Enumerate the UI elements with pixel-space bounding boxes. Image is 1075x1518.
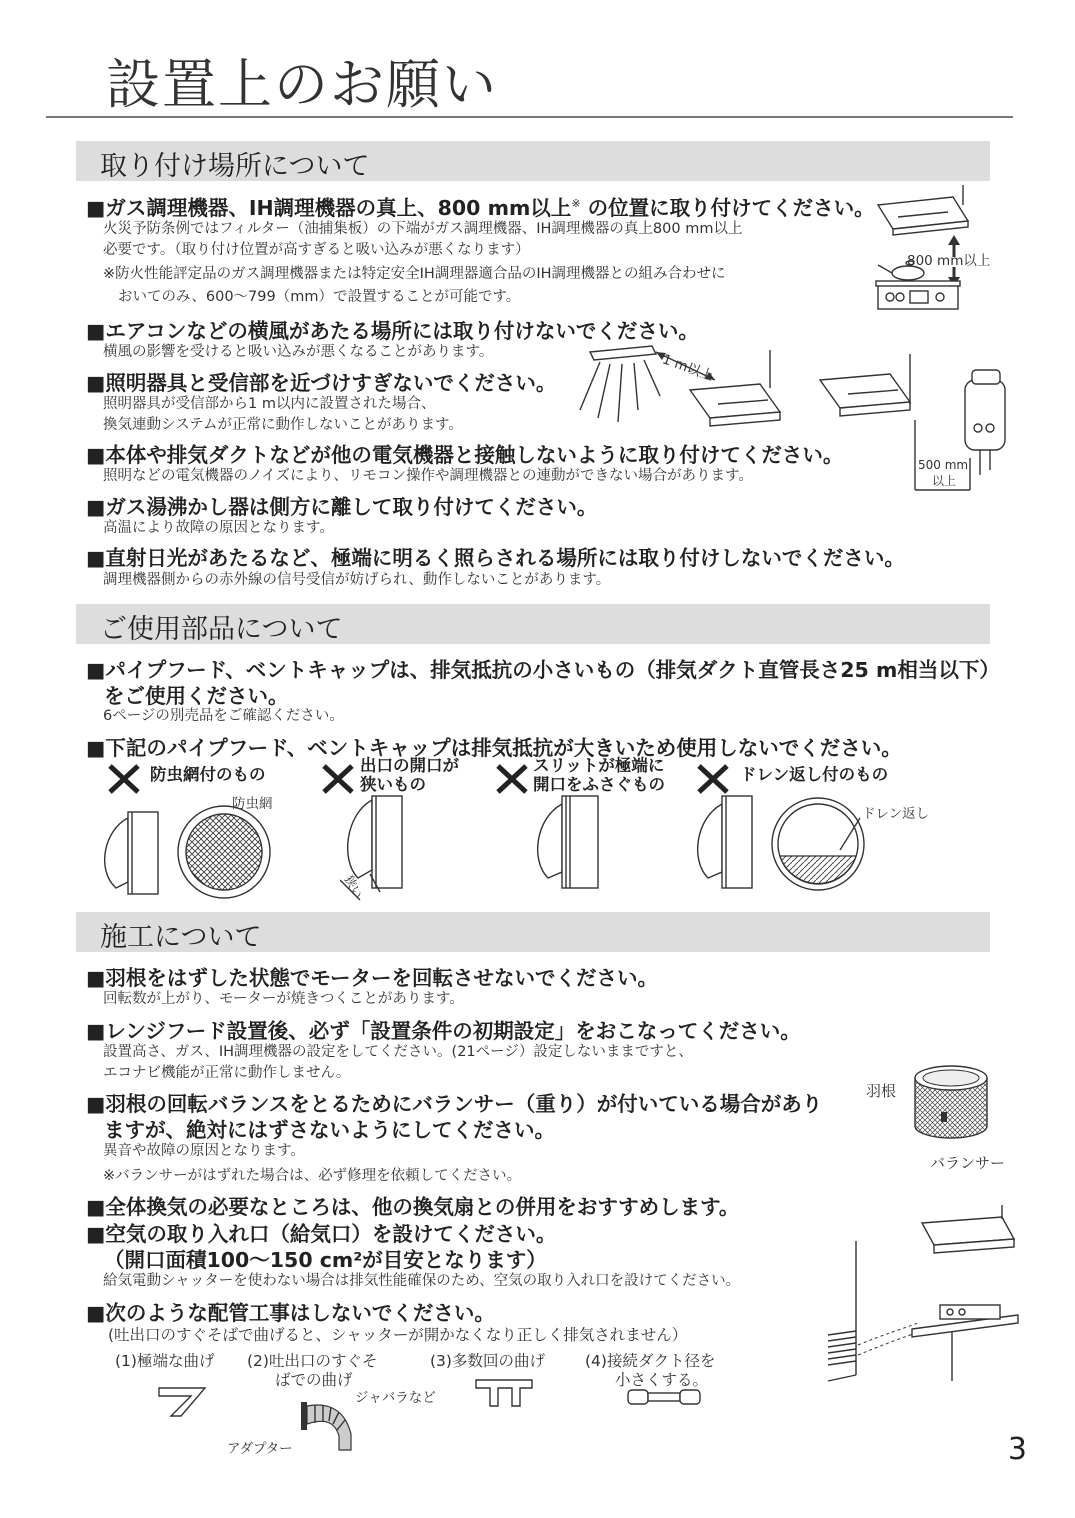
pipe-label-near-outlet-a: (2)吐出口のすぐそ	[247, 1352, 378, 1370]
heading-initial-setup: ■レンジフード設置後、必ず「設置条件の初期設定」をおこなってください。	[86, 1019, 801, 1043]
heading-crosswind: ■エアコンなどの横風があたる場所には取り付けないでください。	[86, 319, 699, 343]
heading-sunlight: ■直射日光があたるなど、極端に明るく照らされる場所には取り付けしないでください。	[86, 546, 905, 570]
ng-label-narrow-b: 狭いもの	[360, 775, 426, 794]
sharp-bend-pipe-icon	[155, 1382, 215, 1422]
body-text: 必要です。（取り付け位置が高すぎると吸い込みが悪くなります）	[103, 242, 530, 258]
body-text: 6ページの別売品をご確認ください。	[103, 708, 344, 724]
section-title: 施工について	[100, 922, 262, 953]
heading-water-heater: ■ガス湯沸かし器は側方に離して取り付けてください。	[86, 495, 598, 519]
heading-no-fan-run: ■羽根をはずした状態でモーターを回転させないでください。	[86, 966, 659, 990]
multiple-bends-pipe-icon	[472, 1374, 542, 1412]
reduced-diameter-pipe-icon	[626, 1386, 706, 1410]
mesh-vent-cap-illustration	[96, 800, 276, 910]
figure-label-fan: 羽根	[866, 1082, 897, 1100]
kitchen-air-inlet-illustration	[822, 1205, 1022, 1385]
figure-label-narrow: 狭い	[341, 872, 366, 901]
body-text: 照明器具が受信部から1 m以内に設置された場合、	[103, 396, 436, 412]
figure-label-500mm: 500 mm	[918, 458, 969, 472]
page-number: 3	[1007, 1432, 1027, 1467]
heading-high-resistance: ■下記のパイプフード、ベントキャップは排気抵抗が大きいため使用しないでください。	[86, 736, 902, 760]
ng-label-mesh: 防虫網付のもの	[150, 765, 266, 784]
pipe-label-reduce-diameter-a: (4)接続ダクト径を	[585, 1352, 716, 1370]
body-text: 照明などの電気機器のノイズにより、リモコン操作や調理機器との連動ができない場合があります。	[103, 468, 753, 484]
body-text: 横風の影響を受けると吸い込みが悪くなることがあります。	[103, 344, 494, 360]
figure-label-1m: 1 m以上	[660, 351, 716, 385]
figure-label-drain: ドレン返し	[862, 806, 930, 822]
heading-text-tail: の位置に取り付けてください。	[587, 196, 875, 220]
body-text: 換気連動システムが正常に動作しないことがあります。	[103, 417, 463, 433]
heading-lighting: ■照明器具と受信部を近づけすぎないでください。	[86, 371, 557, 395]
section-header-parts	[76, 604, 990, 644]
heading-electrical-contact: ■本体や排気ダクトなどが他の電気機器と接触しないように取り付けてください。	[86, 443, 844, 467]
note-text: ※バランサーがはずれた場合は、必ず修理を依頼してください。	[103, 1168, 522, 1184]
pipe-label-reduce-diameter-b: 小さくする。	[615, 1371, 709, 1389]
figure-label-800mm: 800 mm以上	[907, 253, 991, 269]
section-header-installation-location	[76, 141, 990, 181]
heading-combined-ventilation: ■全体換気の必要なところは、他の換気扇との併用をおすすめします。	[86, 1195, 740, 1219]
note-text: おいてのみ、600〜799（mm）で設置することが可能です。	[118, 289, 521, 305]
fan-blade-illustration	[905, 1060, 995, 1150]
ng-label-slit-b: 開口をふさぐもの	[533, 775, 665, 794]
heading-balancer-cont: ますが、絶対にはずさないようにしてください。	[104, 1118, 555, 1142]
heading-pipe-hood: ■パイプフード、ベントキャップは、排気抵抗の小さいもの（排気ダクト直管長さ25 m相当以下）	[86, 658, 1000, 682]
section-header-construction	[76, 912, 990, 952]
heading-text: ■ガス調理機器、IH調理機器の真上、800 mm以上	[86, 196, 572, 220]
slit-vent-cap-illustration	[530, 790, 610, 900]
body-text: 設置高さ、ガス、IH調理機器の設定をしてください。(21ページ）設定しないままですと、	[103, 1044, 693, 1060]
ng-label-slit-a: スリットが極端に	[533, 756, 665, 775]
pipe-label-near-outlet-b: ばでの曲げ	[275, 1371, 353, 1389]
cross-icon	[494, 762, 530, 796]
footnote-mark: ※	[571, 197, 581, 211]
body-text: 回転数が上がり、モーターが焼きつくことがあります。	[103, 991, 464, 1007]
figure-label-500mm-above: 以上	[932, 474, 957, 488]
body-text: エコナビ機能が正常に動作しません。	[103, 1065, 351, 1081]
note-text: ※防火性能評定品のガス調理機器または特定安全IH調理器適合品のIH調理機器との組み合わせに	[103, 266, 726, 282]
body-text: 異音や故障の原因となります。	[103, 1143, 305, 1159]
body-text: 調理機器側からの赤外線の信号受信が妨げられ、動作しないことがあります。	[103, 572, 611, 588]
ng-label-drain: ドレン返し付のもの	[740, 765, 889, 784]
section-title: 取り付け場所について	[100, 151, 370, 182]
cross-icon	[106, 762, 142, 796]
heading-air-inlet: ■空気の取り入れ口（給気口）を設けてください。	[86, 1222, 557, 1246]
pipe-label-multiple-bends: (3)多数回の曲げ	[430, 1352, 545, 1370]
body-text: 高温により故障の原因となります。	[103, 520, 334, 536]
figure-label-bellows: ジャバラなど	[355, 1390, 436, 1406]
section-title: ご使用部品について	[100, 614, 343, 645]
figure-label-balancer: バランサー	[930, 1154, 1006, 1172]
heading-air-inlet-area: （開口面積100〜150 cm²が目安となります）	[104, 1248, 547, 1272]
body-text: 火災予防条例ではフィルター（油捕集板）の下端がガス調理機器、IH調理機器の真上800 mm以上	[103, 221, 743, 237]
pipe-label-sharp-bend: (1)極端な曲げ	[115, 1352, 215, 1370]
drain-vent-cap-illustration	[690, 790, 880, 900]
figure-label-mesh: 防虫網	[232, 796, 273, 812]
heading-piping: ■次のような配管工事はしないでください。	[86, 1301, 495, 1325]
body-text: (吐出口のすぐそばで曲げると、シャッターが開かなくなり正しく排気されません）	[108, 1326, 688, 1344]
body-text: 給気電動シャッターを使わない場合は排気性能確保のため、空気の取り入れ口を設けてください。	[103, 1273, 741, 1289]
page-title: 設置上のお願い	[106, 53, 498, 116]
heading-balancer: ■羽根の回転バランスをとるためにバランサー（重り）が付いている場合があり	[86, 1092, 823, 1116]
figure-label-adapter: アダプター	[227, 1441, 293, 1457]
ng-label-narrow-a: 出口の開口が	[360, 756, 459, 775]
heading-pipe-hood-cont: をご使用ください。	[104, 684, 289, 708]
heading-height-800	[86, 191, 875, 221]
title-divider	[46, 116, 1013, 118]
